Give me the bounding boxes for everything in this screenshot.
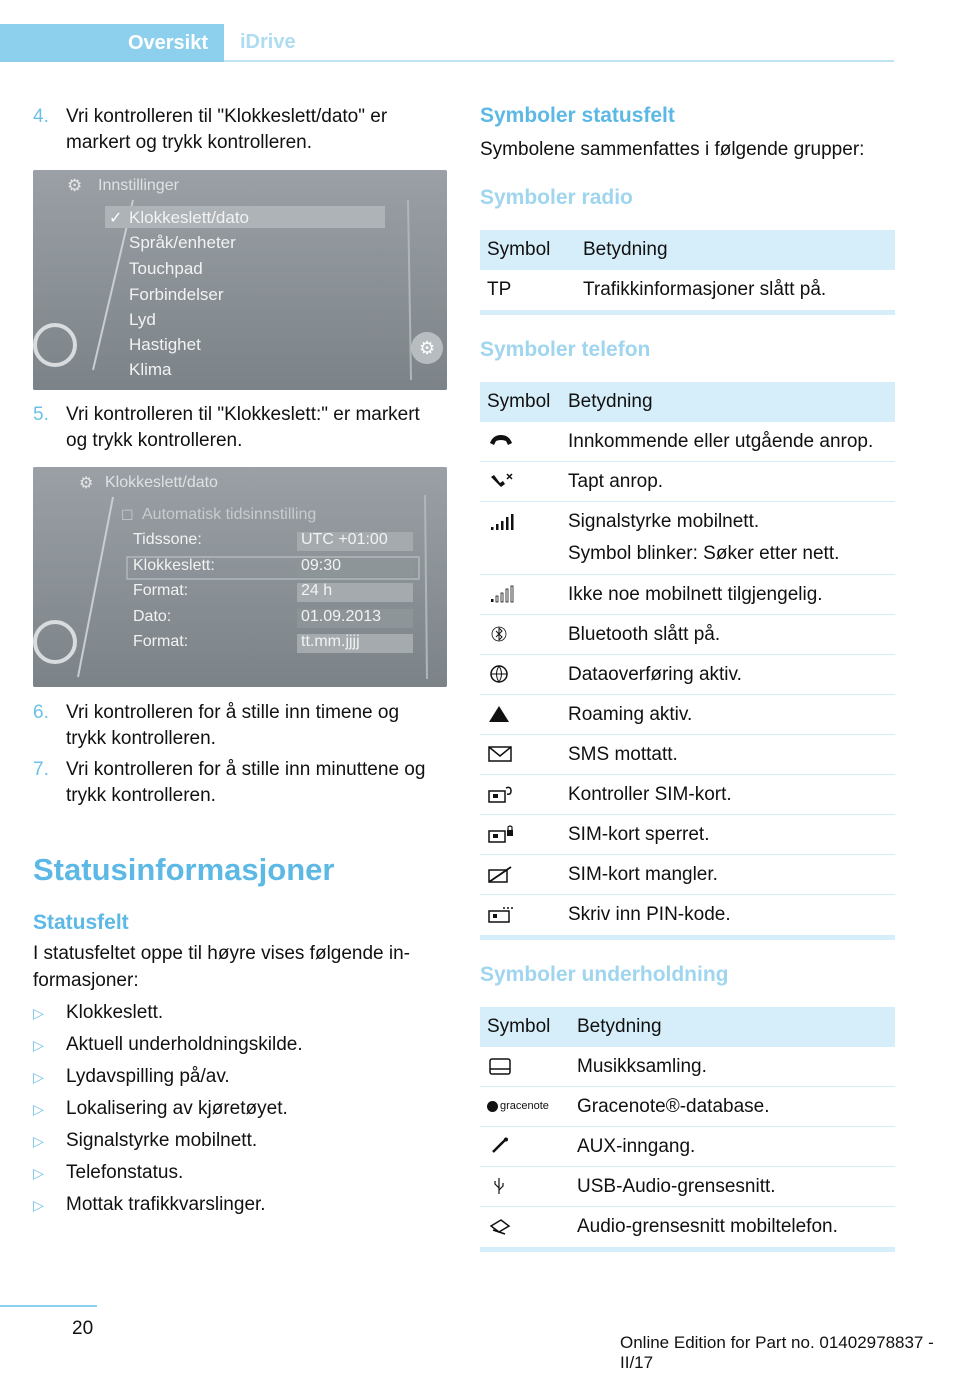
menu-item-forbindelser[interactable]: Forbindelser xyxy=(129,285,224,304)
symbol-meaning: Dataoverføring aktiv. xyxy=(561,655,895,695)
symbol-meaning: Kontroller SIM-kort. xyxy=(561,775,895,815)
symbol-meaning: Roaming aktiv. xyxy=(561,695,895,735)
symbol-tp: TP xyxy=(487,278,512,300)
screen-title: Klokkeslett/dato xyxy=(105,474,218,491)
step-number: 6. xyxy=(33,702,49,723)
symbol-meaning: SIM-kort mangler. xyxy=(561,855,895,895)
symbol-meaning: Audio-grensesnitt mobiltelefon. xyxy=(577,1215,838,1237)
symbol-meaning: Innkommende eller utgående anrop. xyxy=(561,422,895,462)
symbol-meaning: Skriv inn PIN-kode. xyxy=(568,903,731,925)
row-value[interactable]: 24 h xyxy=(301,582,333,599)
symbol-meaning: SMS mottatt. xyxy=(561,735,895,775)
sim-check-icon xyxy=(487,784,515,804)
row-label: Format: xyxy=(133,633,189,650)
table-end-bar xyxy=(480,310,895,315)
step-text-line: Vri kontrolleren for å stille inn minuttene og xyxy=(66,759,426,780)
step-5 xyxy=(33,402,453,462)
edition-text: Online Edition for Part no. 01402978837 - II/17 xyxy=(620,1333,934,1372)
column-header: Betydning xyxy=(561,382,895,422)
gracenote-icon: gracenote xyxy=(487,1100,549,1112)
table-end-bar xyxy=(480,1247,895,1252)
menu-item-touchpad[interactable]: Touchpad xyxy=(129,259,203,278)
row-label: Format: xyxy=(133,582,189,599)
gear-icon: ⚙ xyxy=(79,475,94,492)
checkbox-icon[interactable]: ☐ xyxy=(121,507,134,523)
row-value[interactable]: UTC +01:00 xyxy=(301,531,388,548)
menu-item-hastighet[interactable]: Hastighet xyxy=(129,335,201,354)
menu-item-klima[interactable]: Klima xyxy=(129,360,172,379)
symbol-meaning: Gracenote®-database. xyxy=(570,1087,895,1127)
usb-icon xyxy=(487,1176,515,1196)
row-value[interactable]: tt.mm.jjjj xyxy=(301,633,360,650)
step-text-line: Vri kontrolleren til "Klokkeslett:" er markert xyxy=(66,404,420,425)
section-heading: Statusinformasjoner xyxy=(33,852,335,887)
data-transfer-icon xyxy=(487,664,515,684)
no-signal-icon xyxy=(487,584,515,604)
symbol-meaning: Signalstyrke mobilnett. xyxy=(568,511,760,532)
footer-divider xyxy=(0,1305,97,1307)
status-intro-line: I statusfeltet oppe til høyre vises følgende in- xyxy=(33,943,411,964)
group-heading-phone: Symboler telefon xyxy=(480,338,651,361)
status-intro-line: formasjoner: xyxy=(33,970,139,991)
pin-entry-icon xyxy=(487,904,515,924)
row-value[interactable]: 09:30 xyxy=(301,557,342,574)
column-header: Betydning xyxy=(570,1007,895,1047)
bluetooth-icon xyxy=(487,624,515,644)
symbol-meaning: Bluetooth slått på. xyxy=(561,615,895,655)
row-value[interactable]: 01.09.2013 xyxy=(301,608,382,625)
symbol-meaning: Musikksamling. xyxy=(570,1047,895,1087)
incoming-call-icon xyxy=(487,431,515,451)
step-7 xyxy=(33,757,453,817)
screen-decor xyxy=(33,170,447,390)
page-number: 20 xyxy=(72,1318,94,1339)
phone-audio-icon xyxy=(487,1216,515,1236)
sim-missing-icon xyxy=(487,864,515,884)
column-header: Symbol xyxy=(480,382,561,422)
symbols-intro: Symbolene sammenfattes i følgende grupper: xyxy=(480,139,865,160)
column-header: Symbol xyxy=(480,230,576,270)
symbol-meaning-detail: Symbol blinker: Søker etter nett. xyxy=(568,543,840,564)
step-number: 5. xyxy=(33,404,49,425)
menu-item-lyd[interactable]: Lyd xyxy=(129,310,156,329)
group-heading-entertainment: Symboler underholdning xyxy=(480,963,729,986)
column-header: Symbol xyxy=(480,1007,570,1047)
entertainment-symbol-table xyxy=(480,1007,895,1246)
menu-item-klokkeslett[interactable]: Klokkeslett/dato xyxy=(129,208,250,227)
phone-symbol-table xyxy=(480,382,895,934)
sms-icon xyxy=(487,744,515,764)
subsection-heading: Symboler statusfelt xyxy=(480,104,675,127)
step-number: 4. xyxy=(33,106,49,127)
subsection-heading: Statusfelt xyxy=(33,911,129,934)
symbol-meaning: Ikke noe mobilnett tilgjengelig. xyxy=(561,575,895,615)
group-heading-radio: Symboler radio xyxy=(480,186,633,209)
row-label: Tidssone: xyxy=(133,531,202,548)
step-text-line: trykk kontrolleren. xyxy=(66,785,216,806)
auto-time-option[interactable]: Automatisk tidsinnstilling xyxy=(142,506,317,523)
settings-screenshot xyxy=(33,170,447,390)
step-text-line: Vri kontrolleren til "Klokkeslett/dato" er xyxy=(66,106,388,127)
step-6 xyxy=(33,700,453,760)
gear-icon: ⚙ xyxy=(67,176,83,195)
settings-gear-icon: ⚙ xyxy=(419,338,436,358)
row-label: Dato: xyxy=(133,608,172,625)
step-text-line: markert og trykk kontrolleren. xyxy=(66,132,313,153)
step-text-line: Vri kontrolleren for å stille inn timene og xyxy=(66,702,400,723)
check-icon: ✓ xyxy=(109,210,123,227)
column-header: Betydning xyxy=(576,230,895,270)
sim-locked-icon xyxy=(487,824,515,844)
step-4 xyxy=(33,104,453,164)
screen-decor xyxy=(33,467,447,687)
step-text-line: og trykk kontrolleren. xyxy=(66,430,243,451)
roaming-icon xyxy=(487,704,515,724)
screen-title: Innstillinger xyxy=(98,177,179,194)
row-label: Klokkeslett: xyxy=(133,557,215,574)
missed-call-icon xyxy=(487,471,515,491)
step-number: 7. xyxy=(33,759,49,780)
menu-item-sprak[interactable]: Språk/enheter xyxy=(129,233,236,252)
symbol-meaning: AUX-inngang. xyxy=(570,1127,895,1167)
tab-idrive[interactable]: iDrive xyxy=(224,24,894,62)
symbol-meaning: USB-Audio-grensesnitt. xyxy=(570,1167,895,1207)
table-end-bar xyxy=(480,935,895,940)
tab-oversikt[interactable]: Oversikt xyxy=(0,24,224,62)
aux-icon xyxy=(487,1136,515,1156)
symbol-meaning: Trafikkinformasjoner slått på. xyxy=(583,278,827,300)
symbol-meaning: SIM-kort sperret. xyxy=(561,815,895,855)
symbol-meaning: Tapt anrop. xyxy=(561,462,895,502)
step-text-line: trykk kontrolleren. xyxy=(66,728,216,749)
signal-strength-icon xyxy=(487,512,515,532)
music-collection-icon xyxy=(487,1056,515,1076)
time-date-screenshot xyxy=(33,467,447,687)
radio-symbol-table xyxy=(480,230,895,309)
